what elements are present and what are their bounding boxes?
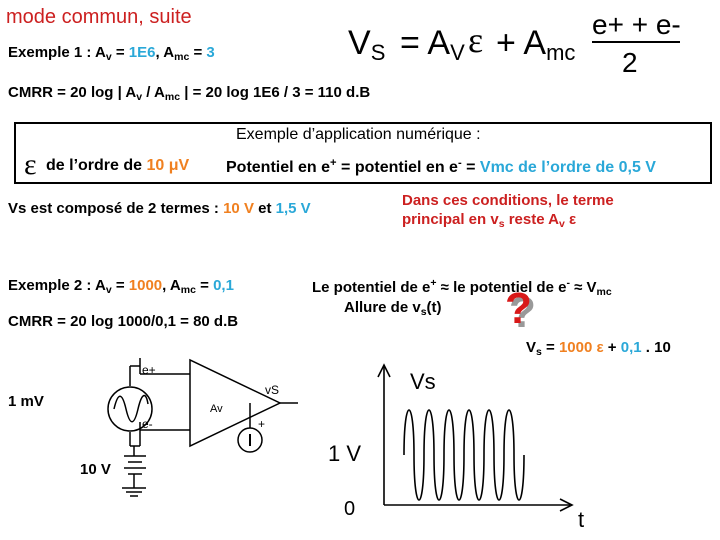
graph-t-label: t [578,507,585,532]
box-heading: Exemple d’application numérique : [236,126,481,143]
epsilon-symbol: ε [24,148,37,181]
av-label: Av [210,403,223,415]
page-title: mode commun, suite [6,6,192,28]
e-plus-label: e+ [142,363,156,377]
question-mark-icon: ? [505,284,532,333]
vs-numeric-formula: $V_s = 1000$ ε + 0,1 . 10 [526,339,671,358]
formula-av: = AV [400,24,465,65]
potential-approx: Le potentiel de e+ ≈ le potentiel de $e^- \approx V_{mc}$ [312,277,612,298]
cmrr-example-2: CMRR = 20 log 1000/0,1 = 80 d.B [8,313,239,330]
formula-eps: ε [468,20,484,60]
source-label-10v: 10 V [80,461,111,478]
opamp-circuit [60,352,300,502]
vs-terms: Vs est composé de 2 termes : 10 V et 1,5 V [8,200,311,217]
example-2: Exemple 2 : $A_v = 1000$, $A_{mc} = 0,1$ [8,277,234,296]
formula-numerator: e+ + e- [592,9,681,40]
e-minus-label: e- [142,417,153,431]
conditions-text: Dans ces conditions, le terme principal en $v_s$ reste $A_v$ ε [402,192,614,230]
graph-zero-label: 0 [344,498,356,520]
graph-level-label: 1 V [328,441,362,466]
opamp-triangle [190,360,280,446]
allure-vs: Allure de $v_s(t)$ [344,299,442,318]
vs-label: vS [265,383,280,397]
epsilon-order: de l’ordre de 10 μV [46,157,190,174]
plus-label: + [258,417,266,431]
sine-wave [404,410,524,500]
source-label-1mv: 1 mV [8,393,44,410]
example-1: Exemple 1 : $A_v = 1E6$, $A_{mc} = 3$ [8,44,215,63]
potential-equality: Potentiel en e+ = potentiel en e- = Vmc de l’ordre de 0,5 V [226,157,656,176]
formula-amc: + Amc [496,24,576,65]
cmrr-example-1: CMRR = 20 log | $A_v / A_{mc}$ | = 20 log 1E6 / 3 = 110 d.B [8,84,371,103]
formula-vs: VS [348,24,386,65]
formula-denominator: 2 [622,47,638,78]
vs-graph [320,355,600,535]
vs-formula-main [340,4,700,78]
graph-y-label: Vs [410,369,436,394]
